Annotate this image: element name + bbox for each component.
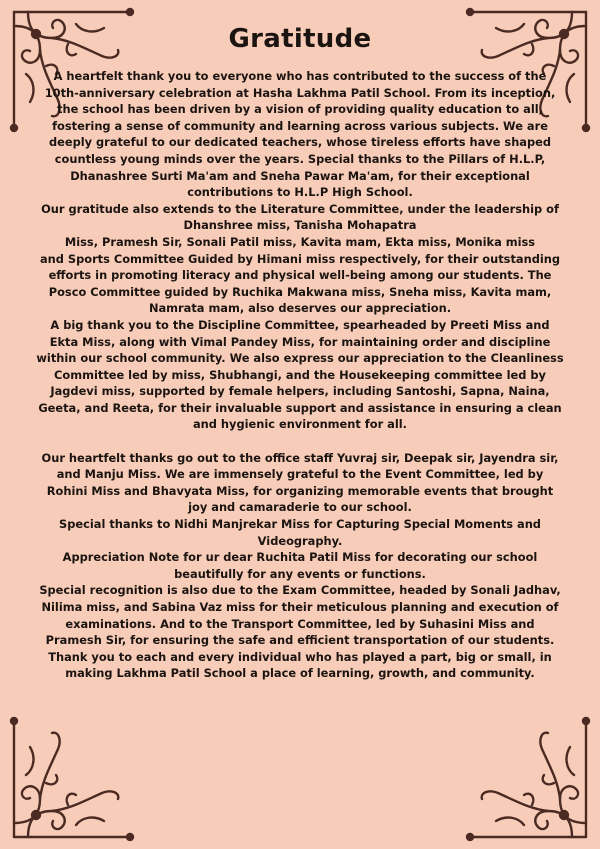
paragraph-literature: Our gratitude also extends to the Literature Committee, under the leadership of Dhanshree miss, Tanisha Mohapatra	[41, 201, 559, 233]
paragraph-photography: Special thanks to Nidhi Manjrekar Miss for Capturing Special Moments and Videography.	[59, 517, 541, 548]
paragraph-literature-members: Miss, Pramesh Sir, Sonali Patil miss, Kavita mam, Ekta miss, Monika miss	[64, 234, 536, 249]
gratitude-body	[36, 68, 564, 682]
paragraph-sports-posco: and Sports Committee Guided by Himani miss respectively, for their outstanding efforts in promoting literacy and physical well-being among our students. The Posco Committee guided by Ruchika Makwana miss, Sneha miss, Kavita mam, Namrata mam, also deserves our appreciation.	[39, 251, 561, 316]
page-title: Gratitude	[228, 24, 372, 54]
paragraph-exam-transport: Special recognition is also due to the Exam Committee, headed by Sonali Jadhav, Nilima miss, and Sabina Vaz miss for their meticulous planning and execution of examinations. And to the Transport Committee, led by Suhasini Miss and Pramesh Sir, for ensuring the safe and efficient transportation of our students.	[39, 583, 561, 648]
paragraph-decoration: Appreciation Note for ur dear Ruchita Patil Miss for decorating our school beautifully for any events or functions.	[62, 550, 538, 581]
paragraph-intro: A heartfelt thank you to everyone who has contributed to the success of the 10th-anniversary celebration at Hasha Lakhma Patil School. From its inception, the school has been driven by a vision of providing quality education to all, fostering a sense of community and learning across various subjects. We are deeply grateful to our dedicated teachers, whose tireless efforts have shaped countless young minds over the years. Special thanks to the Pillars of H.L.P, Dhanashree Surti Ma'am and Sneha Pawar Ma'am, for their exceptional contributions to H.L.P High School.	[44, 69, 556, 200]
paragraph-gap	[36, 433, 564, 450]
paragraph-closing: Thank you to each and every individual who has played a part, big or small, in making Lakhma Patil School a place of learning, growth, and community.	[48, 649, 552, 681]
paragraph-discipline-cleanliness: A big thank you to the Discipline Committee, spearheaded by Preeti Miss and Ekta Miss, along with Vimal Pandey Miss, for maintaining order and discipline within our school community. We also express our appreciation to the Cleanliness Committee led by miss, Shubhangi, and the Housekeeping committee led by Jagdevi miss, supported by female helpers, including Santoshi, Sapna, Naina, Geeta, and Reeta, for their invaluable support and assistance in ensuring a clean and hygienic environment for all.	[36, 317, 564, 432]
paragraph-office-events: Our heartfelt thanks go out to the office staff Yuvraj sir, Deepak sir, Jayendra sir, and Manju Miss. We are immensely grateful to the Event Committee, led by Rohini Miss and Bhavyata Miss, for organizing memorable events that brought joy and camaraderie to our school.	[41, 450, 559, 515]
bottom-left-flourish-icon	[6, 715, 136, 845]
bottom-right-flourish-icon	[464, 715, 594, 845]
